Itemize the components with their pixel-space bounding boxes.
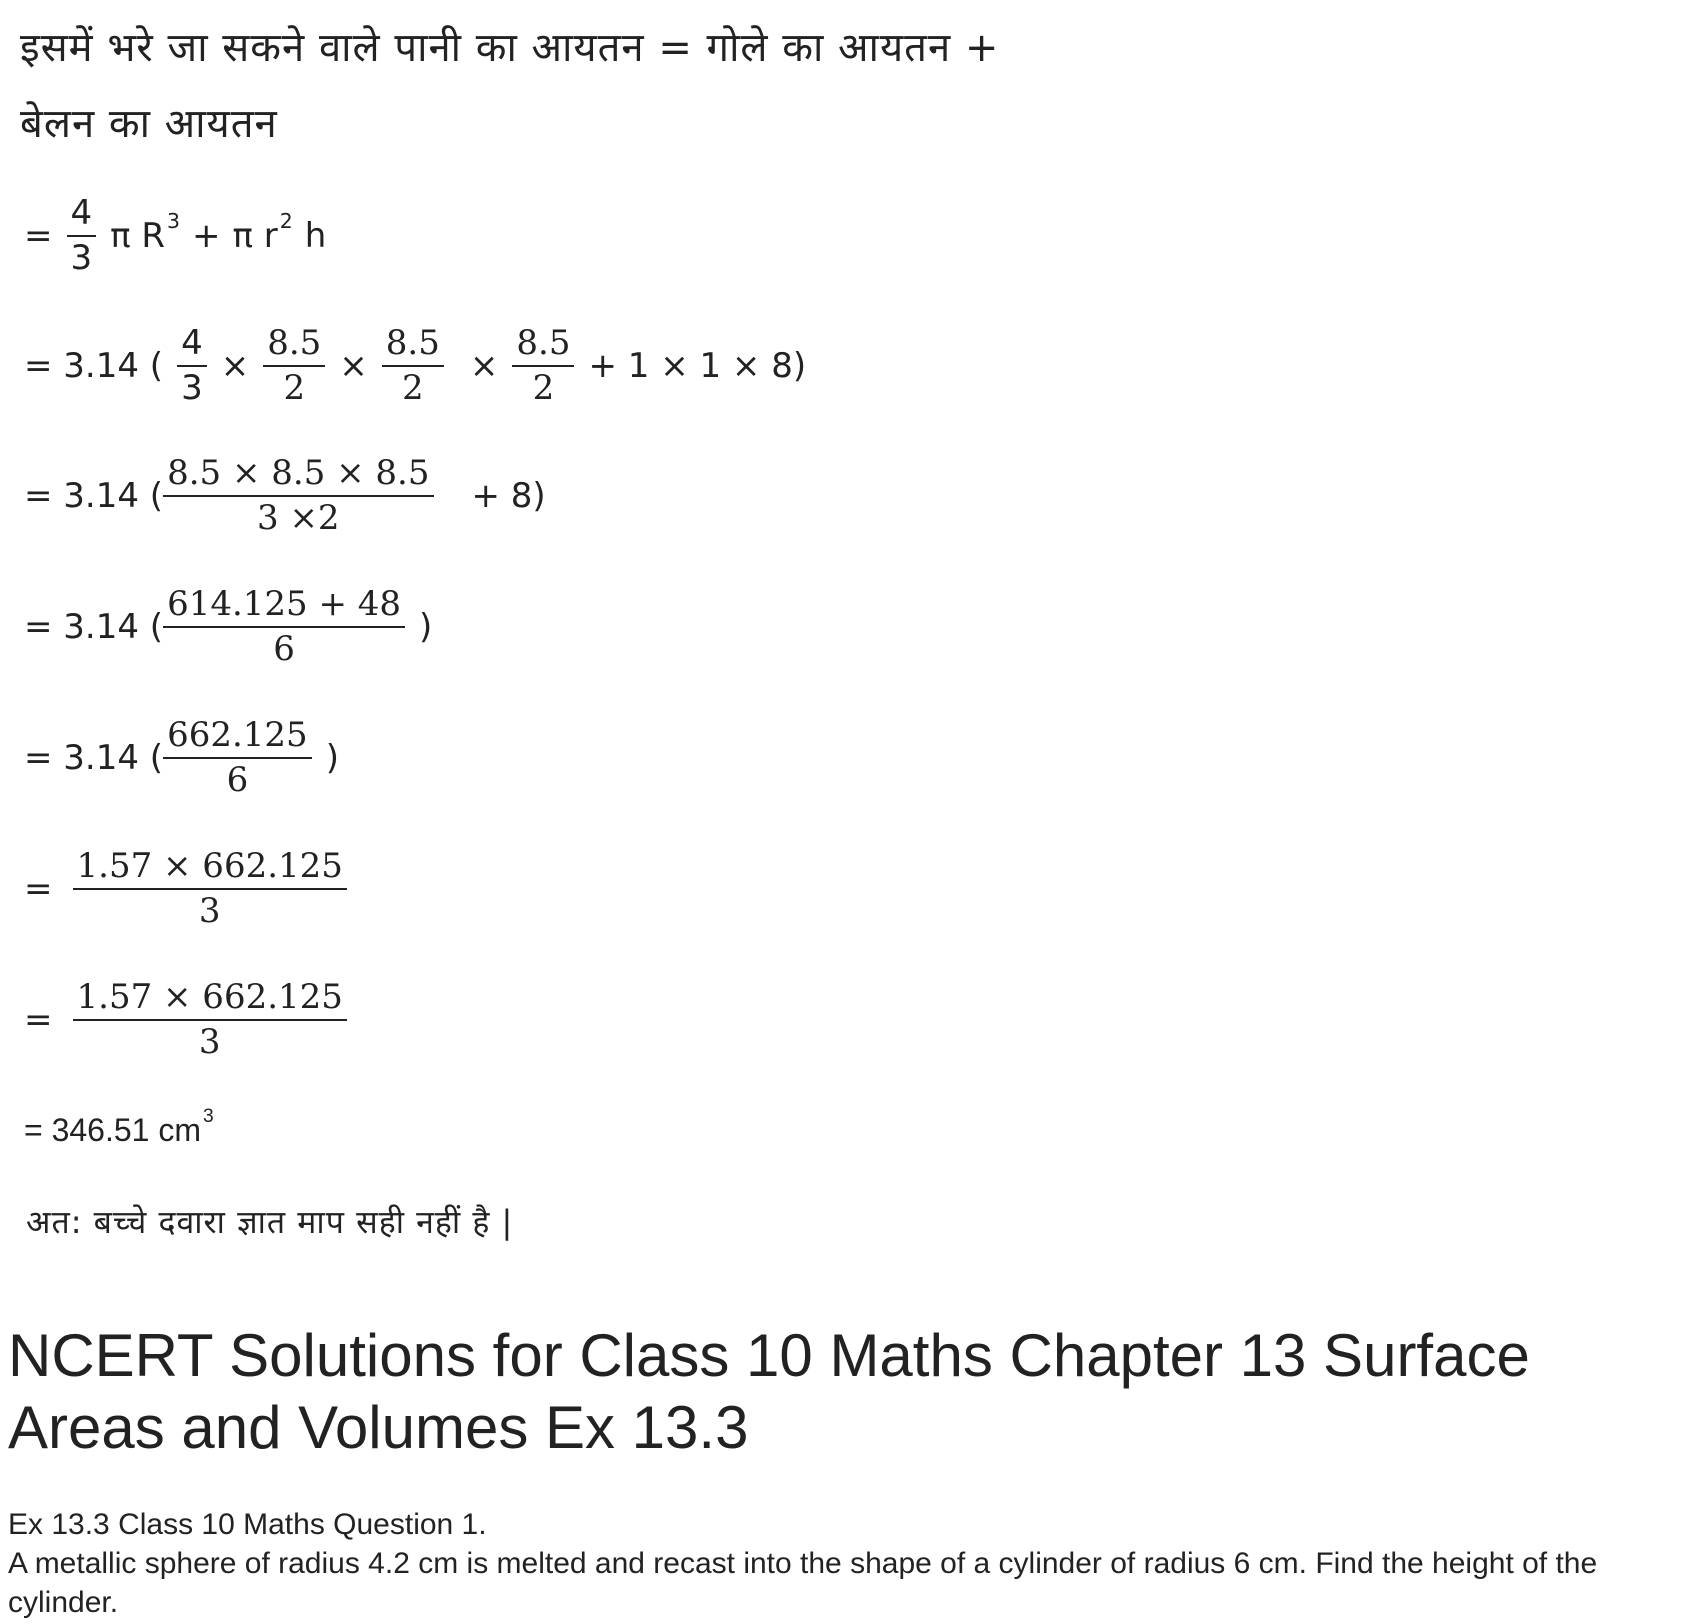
hindi-line-2: बेलन का आयतन [20, 101, 278, 147]
denominator: 3 [70, 237, 93, 278]
question-text: A metallic sphere of radius 4.2 cm is melted and recast into the shape of a cylinder of radius 6 cm. Find the height of the cylinder. [8, 1547, 1598, 1619]
denominator: 2 [402, 367, 424, 408]
tail: + 1 × 1 × 8) [588, 345, 807, 386]
fraction [177, 322, 207, 409]
exponent: 3 [167, 209, 181, 234]
denominator: 3 ×2 [257, 497, 340, 538]
numerator: 8.5 [267, 323, 322, 363]
denominator: 2 [532, 367, 555, 408]
hindi-conclusion: अत: बच्चे दवारा ज्ञात माप सही नहीं है | [26, 1203, 514, 1241]
question-label: Ex 13.3 Class 10 Maths Question 1. [8, 1508, 487, 1541]
fraction [67, 192, 97, 279]
times: × [339, 345, 368, 386]
equals-prefix: = 3.14 ( [24, 606, 164, 647]
equals: = [24, 999, 53, 1040]
numerator: 4 [181, 323, 203, 363]
fraction [163, 452, 433, 539]
numerator: 4 [70, 193, 93, 233]
numerator: 8.5 [385, 323, 440, 363]
equals-prefix: = 3.14 ( [24, 475, 164, 516]
step-4 [24, 583, 432, 670]
page-title: NCERT Solutions for Class 10 Maths Chapter 13 Surface Areas and Volumes Ex 13.3 [8, 1322, 1530, 1461]
fraction [382, 322, 444, 409]
step-3 [24, 452, 546, 539]
denominator: 2 [283, 367, 306, 408]
plus: + [192, 215, 221, 256]
denominator: 3 [198, 1021, 221, 1062]
equals-prefix: = 3.14 ( [24, 345, 164, 386]
fraction [263, 322, 325, 409]
exponent: 2 [279, 209, 293, 234]
equals-prefix: = 3.14 ( [24, 737, 164, 778]
step-6 [24, 845, 361, 932]
fraction [512, 322, 574, 409]
numerator: 8.5 [516, 323, 571, 363]
numerator: 1.57 × 662.125 [76, 846, 343, 886]
numerator: 614.125 + 48 [167, 584, 402, 624]
step-5 [24, 714, 339, 801]
step-2 [24, 322, 806, 409]
equals: = [24, 215, 53, 256]
exponent: 3 [203, 1106, 214, 1128]
tail: ) [419, 606, 433, 647]
step-8-result [24, 1106, 214, 1149]
height-h: h [304, 215, 327, 256]
pi-r: π R [110, 215, 166, 256]
times: × [220, 345, 250, 386]
pi-r-small: π r [232, 215, 278, 256]
denominator: 6 [273, 628, 295, 669]
fraction [73, 976, 347, 1063]
fraction [163, 714, 312, 801]
equals: = [24, 868, 53, 909]
numerator: 8.5 × 8.5 × 8.5 [167, 453, 430, 493]
result: = 346.51 cm [24, 1112, 201, 1148]
denominator: 3 [198, 890, 221, 931]
numerator: 662.125 [167, 715, 308, 755]
tail: ) [325, 737, 339, 778]
hindi-line-1: इसमें भरे जा सकने वाले पानी का आयतन = गोले का आयतन + [20, 25, 1000, 71]
step-7 [24, 976, 361, 1063]
denominator: 3 [181, 367, 203, 408]
tail: + 8) [471, 475, 546, 516]
fraction [163, 583, 405, 670]
times: × [469, 345, 499, 386]
step-1 [24, 192, 326, 279]
fraction [73, 845, 347, 932]
numerator: 1.57 × 662.125 [76, 977, 343, 1017]
denominator: 6 [226, 759, 249, 800]
